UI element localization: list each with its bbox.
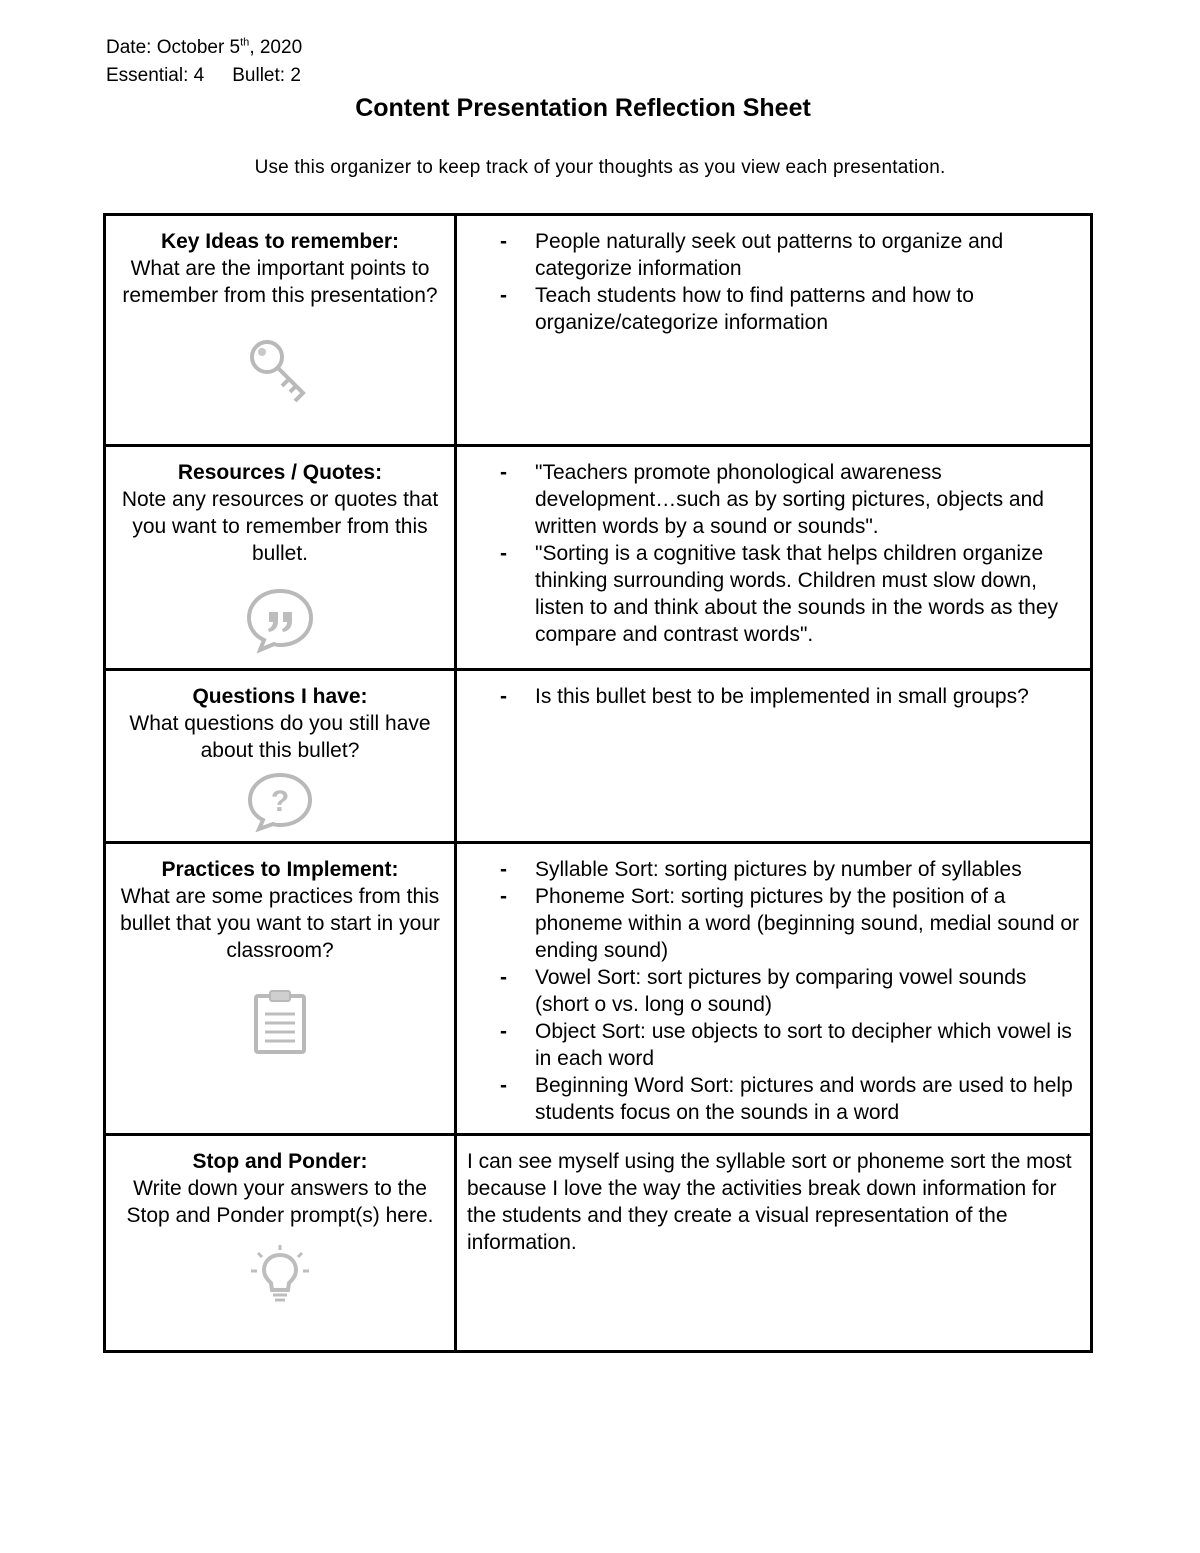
ponder-answer-text: I can see myself using the syllable sort or phoneme sort the most because I love the way the activities break down information for the students and they create a visual representation of the information. [467, 1150, 1072, 1254]
resources-answer-cell[interactable] [456, 446, 1092, 670]
lightbulb-icon [248, 1243, 312, 1303]
list-item: - People naturally seek out patterns to organize and categorize information [467, 228, 1084, 282]
resources-prompt-cell [105, 446, 456, 670]
table-row [105, 215, 1092, 446]
key-icon [245, 335, 315, 405]
practices-prompt-cell [105, 843, 456, 1135]
list-item: - "Sorting is a cognitive task that helps children organize thinking surrounding words. Children must slow down, listen to and think about the sounds in the words as they compare and contrast words". [467, 540, 1084, 648]
row-label: Questions I have: [192, 685, 368, 708]
row-prompt: Write down your answers to the Stop and Ponder prompt(s) here. [126, 1177, 434, 1227]
table-row [105, 1135, 1092, 1352]
page-title: Content Presentation Reflection Sheet [355, 94, 811, 122]
table-row [105, 446, 1092, 670]
row-label: Practices to Implement: [161, 858, 399, 881]
list-item: - Beginning Word Sort: pictures and words are used to help students focus on the sounds in a word [467, 1072, 1084, 1126]
table-row [105, 843, 1092, 1135]
quote-bubble-icon [245, 587, 315, 653]
practices-answer-cell[interactable] [456, 843, 1092, 1135]
row-label: Key Ideas to remember: [160, 230, 400, 253]
reflection-table [103, 213, 1093, 1353]
stop-and-ponder-prompt-cell [105, 1135, 456, 1352]
row-prompt: What questions do you still have about this bullet? [129, 712, 431, 762]
instructions: Use this organizer to keep track of your thoughts as you view each presentation. [254, 157, 946, 178]
list-item: - Is this bullet best to be implemented in small groups? [467, 683, 1084, 710]
row-label: Resources / Quotes: [177, 461, 383, 484]
list-item: - Syllable Sort: sorting pictures by number of syllables [467, 856, 1084, 883]
list-item: - Teach students how to find patterns and how to organize/categorize information [467, 282, 1084, 336]
list-item: - Object Sort: use objects to sort to decipher which vowel is in each word [467, 1018, 1084, 1072]
essential-bullet-line [106, 64, 301, 88]
list-item: - "Teachers promote phonological awareness development…such as by sorting pictures, objects and written words by a sound or sounds". [467, 459, 1084, 540]
stop-and-ponder-answer-cell[interactable] [456, 1135, 1092, 1352]
date-line: Date: October 5th, 2020 [106, 36, 303, 58]
list-item: - Phoneme Sort: sorting pictures by the position of a phoneme within a word (beginning sound, medial sound or ending sound) [467, 883, 1084, 964]
questions-answer-cell[interactable] [456, 670, 1092, 843]
row-prompt: What are the important points to remember from this presentation? [122, 257, 438, 307]
row-prompt: Note any resources or quotes that you want to remember from this bullet. [121, 488, 439, 565]
row-label: Stop and Ponder: [192, 1150, 368, 1173]
row-prompt: What are some practices from this bullet that you want to start in your classroom? [120, 885, 440, 962]
bullet-label: Bullet: 2 [232, 65, 301, 86]
questions-prompt-cell [105, 670, 456, 843]
list-item: - Vowel Sort: sort pictures by comparing vowel sounds (short o vs. long o sound) [467, 964, 1084, 1018]
table-row [105, 670, 1092, 843]
essential-label: Essential: 4 [106, 65, 205, 86]
svg-text:?: ? [270, 785, 290, 818]
key-ideas-answer-cell[interactable] [456, 215, 1092, 446]
question-bubble-icon [245, 772, 315, 832]
clipboard-icon [250, 988, 310, 1054]
key-ideas-prompt-cell [105, 215, 456, 446]
